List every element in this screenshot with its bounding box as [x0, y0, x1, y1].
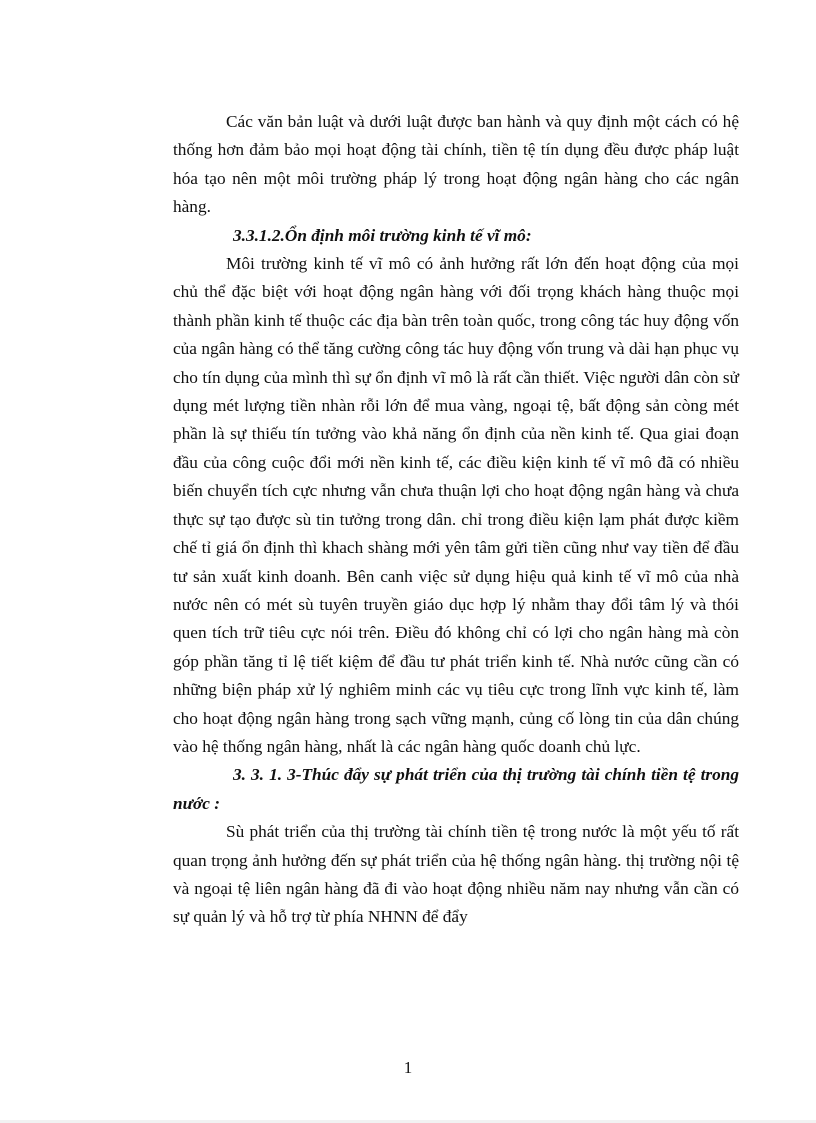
paragraph-financial-market: Sù phát triển của thị trường tài chính tiền tệ trong nước là một yếu tố rất quan trọng ảnh hưởng đến sự phát triển của hệ thống ngân hàng. thị trường nội tệ và ngoại tệ liên ngân hàng đã đi vào hoạt động nhiều năm nay nhưng vẫn cần có sự quản lý và hỗ trợ từ phía NHNN để đẩy — [173, 822, 739, 927]
paragraph-macro-environment: Môi trường kinh tế vĩ mô có ảnh hưởng rất lớn đến hoạt động của mọi chủ thể đặc biệt với hoạt động ngân hàng với đối trọng khách hàng thuộc mọi thành phần kinh tế thuộc các địa bàn trên toàn quốc, trong công tác huy động vốn của ngân hàng có thể tăng cường công tác huy động vốn trung và dài hạn phục vụ cho tín dụng của mình thì sự ổn định vĩ mô là rất cần thiết. Việc người dân còn sử dụng mét lượng tiền nhàn rỗi lớn để mua vàng, ngoại tệ, bất động sản còng mét phần là sự thiếu tín tưởng vào khả năng ổn định của nền kinh tế. Qua giai đoạn đầu của công cuộc đổi mới nền kinh tế, các điều kiện kinh tế vĩ mô đã có nhiều biến chuyển tích cực nhưng vẫn chưa thuận lợi cho hoạt động ngân hàng và chưa thực sự tạo được sù tin tưởng trong dân. chỉ trong điều kiện lạm phát được kiềm chế tỉ giá ổn định thì khach shàng mới yên tâm gửi tiền cũng như vay tiền để đầu tư sản xuất kinh doanh. Bên canh việc sử dụng hiệu quả kinh tế vĩ mô của nhà nước nên có mét sù tuyên truyền giáo dục hợp lý nhằm thay đổi tâm lý và thói quen tích trữ tiêu cực nói trên. Điều đó không chỉ có lợi cho ngân hàng mà còn góp phần tăng tỉ lệ tiết kiệm để đầu tư phát triển kinh tế. Nhà nước cũng cần có những biện pháp xử lý nghiêm minh các vụ tiêu cực trong lĩnh vực kinh tế, làm cho hoạt động ngân hàng trong sạch vững mạnh, củng cố lòng tin của dân chúng vào hệ thống ngân hàng, nhất là các ngân hàng quốc doanh chủ lực. — [173, 254, 739, 756]
section-heading-3-3-1-2: 3.3.1.2.Ổn định môi trường kinh tế vĩ mô: — [233, 225, 532, 245]
paragraph-legal-framework: Các văn bản luật và dưới luật được ban hành và quy định một cách có hệ thống hơn đảm bảo mọi hoạt động tài chính, tiền tệ tín dụng đều được pháp luật hóa tạo nên một môi trường pháp lý trong hoạt động ngân hàng cho các ngân hàng. — [173, 112, 739, 217]
page-number: 1 — [403, 1058, 413, 1077]
document-body — [173, 108, 739, 932]
section-heading-3-3-1-3: 3. 3. 1. 3-Thúc đẩy sự phát triển của thị trường tài chính tiền tệ trong nước : — [173, 765, 739, 813]
